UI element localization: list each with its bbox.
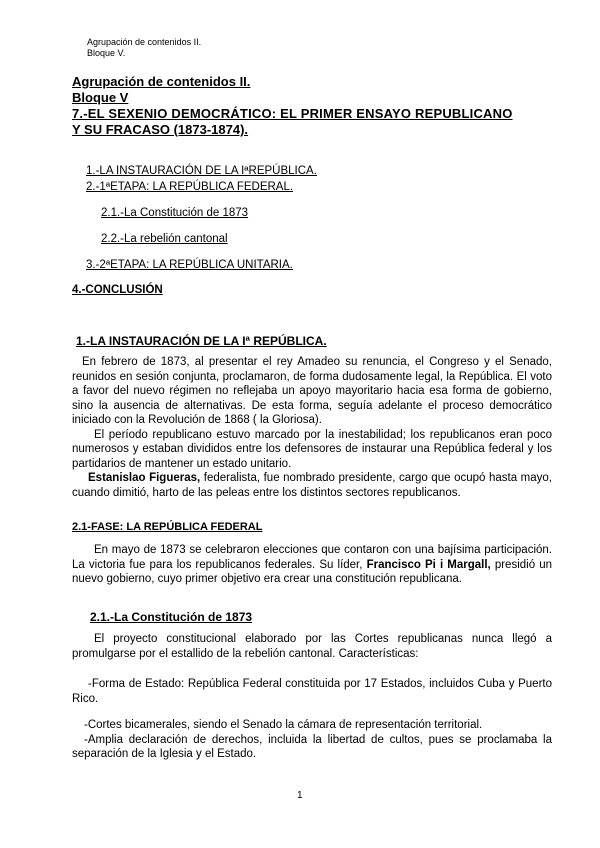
title-line3: 7.-EL SEXENIO DEMOCRÁTICO: EL PRIMER ENSAYO REPUBLICANO bbox=[72, 106, 513, 121]
section2-body bbox=[72, 543, 552, 587]
page-number: 1 bbox=[297, 790, 303, 801]
running-header-line1: Agrupación de contenidos II. bbox=[87, 37, 202, 47]
section2-para1-b: presidió un nuevo gobierno, cuyo primer objetivo era crear una constitución republicana. bbox=[72, 558, 552, 585]
president-name: Estanislao Figueras, bbox=[88, 472, 201, 484]
document-title bbox=[72, 74, 562, 138]
toc-item-5[interactable]: 3.-2ªETAPA: LA REPÚBLICA UNITARIA. bbox=[86, 259, 293, 271]
leader-name: Francisco Pi i Margall, bbox=[366, 558, 491, 571]
section1-para1: En febrero de 1873, al presentar el rey Amadeo su renuncia, el Congreso y el Senado, reunidos en sesión conjunta, proclamaron, de forma dudosamente legal, la República. El voto a favor del nuevo régimen no reflejaba un apoyo mayoritario hacia esa forma de gobierno, sino la ausencia de alternativas. De esta forma, seguía adelante el proceso democrático iniciado con la Revolución de 1868 ( la Gloriosa). bbox=[72, 356, 552, 426]
title-line1: Agrupación de contenidos II. bbox=[72, 74, 251, 89]
section1-heading: 1.-LA INSTAURACIÓN DE LA Iª REPÚBLICA. bbox=[76, 334, 327, 348]
title-line4: Y SU FRACASO (1873-1874). bbox=[72, 122, 249, 137]
running-header-line2: Bloque V. bbox=[87, 48, 126, 58]
section21-item2: -Cortes bicamerales, siendo el Senado la cámara de representación territorial. bbox=[84, 719, 483, 731]
section21-heading: 2.1.-La Constitución de 1873 bbox=[90, 610, 253, 624]
title-line2: Bloque V bbox=[72, 90, 129, 105]
toc-item-3[interactable]: 2.1.-La Constitución de 1873 bbox=[101, 207, 249, 219]
section2-heading: 2.1-FASE: LA REPÚBLICA FEDERAL bbox=[72, 521, 263, 533]
running-header bbox=[87, 37, 201, 59]
section1-para2: El período republicano estuvo marcado por la inestabilidad; los republicanos eran poco numerosos y estaban divididos entre los defensores de instaurar una República federal y los partidarios de mantener un estado unitario. bbox=[72, 428, 552, 470]
toc-item-4[interactable]: 2.2.-La rebelión cantonal bbox=[101, 233, 228, 245]
section2-para1-a: En mayo de 1873 se celebraron elecciones que contaron con una bajísima participación. La victoria fue para los republicanos federales. Su líder, bbox=[72, 544, 552, 571]
section1-body bbox=[72, 355, 552, 500]
section21-body bbox=[72, 632, 552, 762]
section1-para3-rest: federalista, fue nombrado presidente, cargo que ocupó hasta mayo, cuando dimitió, harto de las peleas entre los distintos sectores republicanos. bbox=[72, 472, 552, 499]
toc-item-6[interactable]: 4.-CONCLUSIÓN bbox=[72, 284, 163, 296]
section1-para3 bbox=[72, 471, 552, 500]
toc-item-1[interactable]: 1.-LA INSTAURACIÓN DE LA IªREPÚBLICA. bbox=[86, 165, 317, 177]
section21-item3: -Amplia declaración de derechos, incluida la libertad de cultos, pues se proclamaba la separación de la Iglesia y el Estado. bbox=[72, 733, 552, 760]
section21-para1: El proyecto constitucional elaborado por las Cortes republicanas nunca llegó a promulgarse por el estallido de la rebelión cantonal. Características: bbox=[72, 633, 552, 660]
section2-para1 bbox=[72, 543, 552, 587]
toc-item-2[interactable]: 2.-1ªETAPA: LA REPÚBLICA FEDERAL. bbox=[86, 181, 294, 193]
section21-item1: -Forma de Estado: República Federal constituida por 17 Estados, incluidos Cuba y Puerto Rico. bbox=[72, 678, 552, 705]
